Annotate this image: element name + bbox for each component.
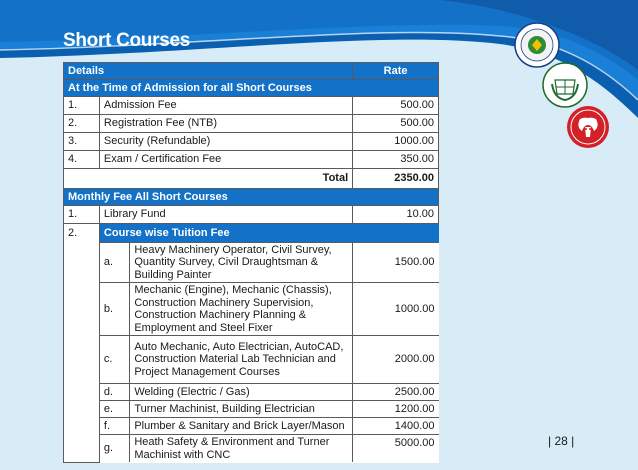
row-item: Mechanic (Engine), Mechanic (Chassis), Construction Machinery Supervision, Construction Machinery Planning & Employment and Steel Fixer — [130, 283, 353, 336]
row-item: Library Fund — [99, 206, 352, 224]
row-letter: d. — [100, 384, 130, 401]
row-rate: 2500.00 — [353, 384, 439, 401]
row-item: Welding (Electric / Gas) — [130, 384, 353, 401]
tuition-item-row — [100, 401, 439, 418]
tuition-item-row — [100, 242, 439, 283]
row-letter: g. — [100, 435, 130, 463]
tuition-item-row — [100, 336, 439, 384]
tuition-item-row — [100, 418, 439, 435]
tuition-header-row — [100, 224, 439, 242]
row-rate: 1400.00 — [353, 418, 439, 435]
tuition-item-row — [100, 435, 439, 463]
table-row — [64, 133, 439, 151]
row-rate: 1000.00 — [353, 283, 439, 336]
table-row — [64, 206, 439, 224]
tuition-row — [64, 224, 439, 463]
tuition-item-row — [100, 384, 439, 401]
row-item: Heavy Machinery Operator, Civil Survey, Quantity Survey, Civil Draughtsman & Building Painter — [130, 242, 353, 283]
row-rate: 1500.00 — [353, 242, 439, 283]
total-label: Total — [64, 169, 353, 189]
institute-seal-icon — [514, 22, 560, 68]
row-item: Plumber & Sanitary and Brick Layer/Mason — [130, 418, 353, 435]
row-item: Registration Fee (NTB) — [99, 115, 352, 133]
row-letter: a. — [100, 242, 130, 283]
section-title-monthly: Monthly Fee All Short Courses — [64, 189, 439, 206]
row-rate: 1200.00 — [353, 401, 439, 418]
details-header: Details — [64, 63, 353, 80]
row-item: Turner Machinist, Building Electrician — [130, 401, 353, 418]
row-rate: 2000.00 — [353, 336, 439, 384]
row-rate: 1000.00 — [353, 133, 439, 151]
row-item: Admission Fee — [99, 97, 352, 115]
fee-table — [63, 62, 439, 463]
total-value: 2350.00 — [353, 169, 439, 189]
row-number: 1. — [64, 97, 100, 115]
row-item: Auto Mechanic, Auto Electrician, AutoCAD, Construction Material Lab Technician and Project Management Courses — [130, 336, 353, 384]
row-number: 4. — [64, 151, 100, 169]
row-item: Security (Refundable) — [99, 133, 352, 151]
row-letter: f. — [100, 418, 130, 435]
table-row — [64, 115, 439, 133]
row-number: 1. — [64, 206, 100, 224]
row-number: 2. — [64, 115, 100, 133]
section-title-admission: At the Time of Admission for all Short Courses — [64, 80, 439, 97]
tuition-header: Course wise Tuition Fee — [100, 224, 439, 242]
row-item: Exam / Certification Fee — [99, 151, 352, 169]
row-rate: 350.00 — [353, 151, 439, 169]
table-row — [64, 151, 439, 169]
row-letter: b. — [100, 283, 130, 336]
row-rate: 10.00 — [353, 206, 439, 224]
page-number: | 28 | — [548, 434, 575, 448]
table-header-row — [64, 63, 439, 80]
row-number: 3. — [64, 133, 100, 151]
tuition-subtable-cell — [99, 224, 438, 463]
tuition-subtable — [100, 224, 439, 462]
row-letter: c. — [100, 336, 130, 384]
row-item: Heath Safety & Environment and Turner Machinist with CNC — [130, 435, 353, 463]
tuition-item-row — [100, 283, 439, 336]
pakistan-emblem-icon — [542, 62, 588, 108]
row-letter: e. — [100, 401, 130, 418]
section-row-admission — [64, 80, 439, 97]
total-row — [64, 169, 439, 189]
row-rate: 5000.00 — [353, 435, 439, 463]
army-ram-icon — [566, 105, 610, 149]
row-rate: 500.00 — [353, 97, 439, 115]
table-row — [64, 97, 439, 115]
row-rate: 500.00 — [353, 115, 439, 133]
page-title: Short Courses — [63, 30, 191, 51]
row-number: 2. — [64, 224, 100, 463]
section-row-monthly — [64, 189, 439, 206]
rate-header: Rate — [353, 63, 439, 80]
